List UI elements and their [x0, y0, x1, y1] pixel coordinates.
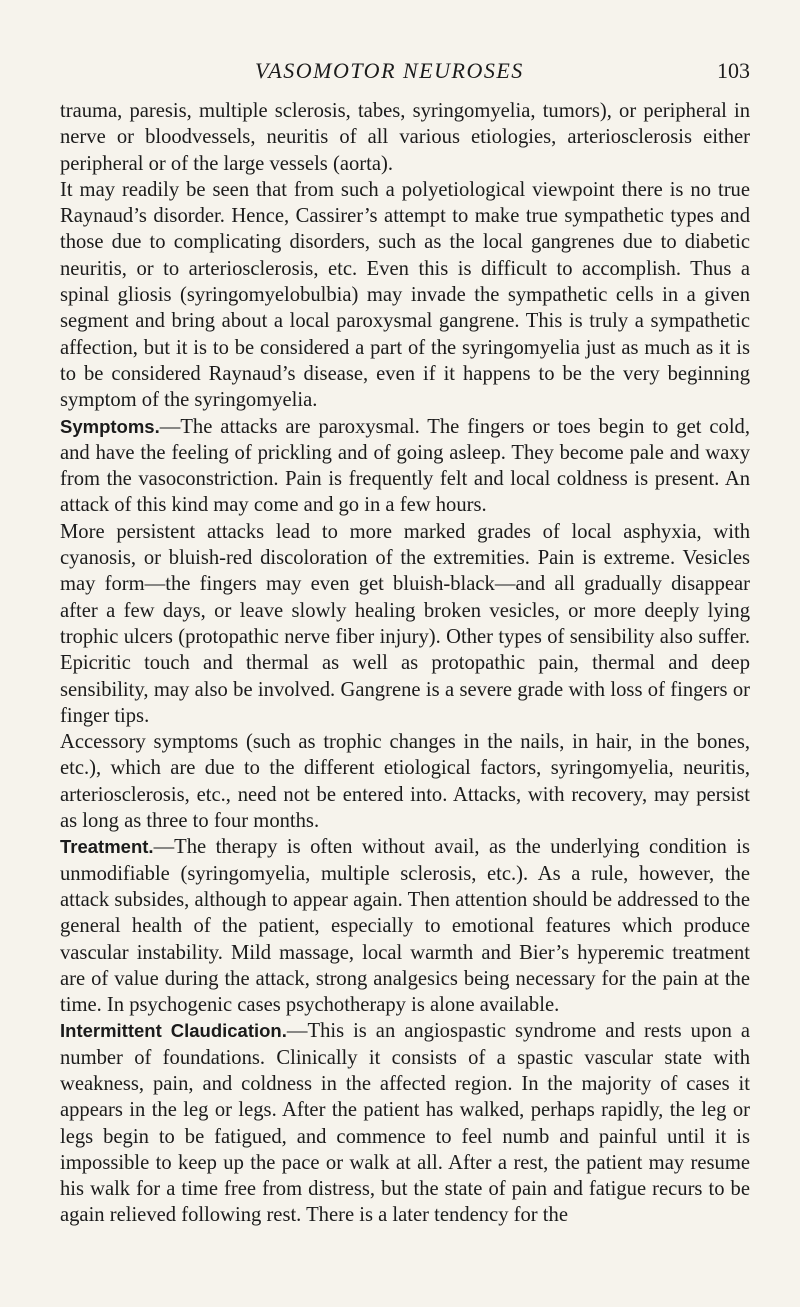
paragraph: [60, 98, 750, 177]
paragraph-text: —This is an angiospastic syndrome and rests upon a number of foundations. Clinically it consists of a spastic vascular state with weakness, pain, and coldness in the affected region. In the majority of cases it appears in the leg or legs. After the patient has walked, perhaps rapidly, the leg or legs begin to be fatigued, and commence to feel numb and painful until it is impossible to keep up the pace or walk at all. After a rest, the patient may resume his walk for a time free from distress, but the state of pain and fatigue recurs to be again relieved following rest. There is a later tendency for the: [60, 1020, 750, 1227]
paragraph: [60, 729, 750, 834]
body-text: [60, 98, 750, 1229]
paragraph-text: It may readily be seen that from such a polyetiological viewpoint there is no true Raynaud’s disorder. Hence, Cassirer’s attempt to make true sympathetic types and those due to complicating disorders, such as the local gangrenes due to diabetic neuritis, or to arteriosclerosis, etc. Even this is difficult to accomplish. Thus a spinal gliosis (syringomyelobulbia) may invade the sympathetic cells in a given segment and bring about a local paroxysmal gangrene. This is truly a sympathetic affection, but it is to be considered a part of the syringomyelia just as much as it is to be considered Raynaud’s disease, even if it happens to be the very beginning symptom of the syringomyelia.: [60, 178, 750, 412]
paragraph-text: Accessory symptoms (such as trophic changes in the nails, in hair, in the bones, etc.), which are due to the different etiological factors, syringomyelia, neuritis, arteriosclerosis, etc., need not be entered into. Attacks, with recovery, may persist as long as three to four months.: [60, 731, 750, 833]
paragraph: [60, 834, 750, 1018]
paragraph: [60, 519, 750, 729]
page-number: 103: [717, 58, 750, 83]
paragraph: [60, 1018, 750, 1228]
paragraph-text: —The attacks are paroxysmal. The fingers or toes begin to get cold, and have the feeling of prickling and of going asleep. They become pale and waxy from the vasoconstriction. Pain is frequently felt and local coldness is present. An attack of this kind may come and go in a few hours.: [60, 415, 750, 517]
paragraph: [60, 414, 750, 519]
paragraph-heading: Symptoms.: [60, 415, 160, 437]
paragraph-text: trauma, paresis, multiple sclerosis, tabes, syringomyelia, tumors), or peripheral in nerve or bloodvessels, neuritis of all various etiologies, arteriosclerosis either peripheral or of the large vessels (aorta).: [60, 100, 750, 175]
running-head: VASOMOTOR NEUROSES: [255, 58, 524, 83]
paragraph: [60, 177, 750, 414]
paragraph-heading: Intermittent Claudication.: [60, 1020, 287, 1042]
paragraph-text: —The therapy is often without avail, as the underlying condition is unmodifiable (syringomyelia, multiple sclerosis, etc.). As a rule, however, the attack subsides, although to appear again. Then attention should be addressed to the general health of the patient, especially to emotional features which produce vascular instability. Mild massage, local warmth and Bier’s hyperemic treatment are of value during the attack, strong analgesics being necessary for the pain at the time. In psychogenic cases psychotherapy is alone available.: [60, 836, 750, 1017]
paragraph-text: More persistent attacks lead to more marked grades of local asphyxia, with cyanosis, or bluish-red discoloration of the extremities. Pain is extreme. Vesicles may form—the fingers may even get bluish-black—and all gradually disappear after a few days, or leave slowly healing broken vesicles, or more deeply lying trophic ulcers (protopathic nerve fiber injury). Other types of sensibility also suffer. Epicritic touch and thermal as well as protopathic pain, thermal and deep sensibility, may also be involved. Gangrene is a severe grade with loss of fingers or finger tips.: [60, 520, 750, 727]
page-header: [60, 58, 750, 98]
book-page: [60, 58, 750, 1229]
paragraph-heading: Treatment.: [60, 836, 154, 858]
